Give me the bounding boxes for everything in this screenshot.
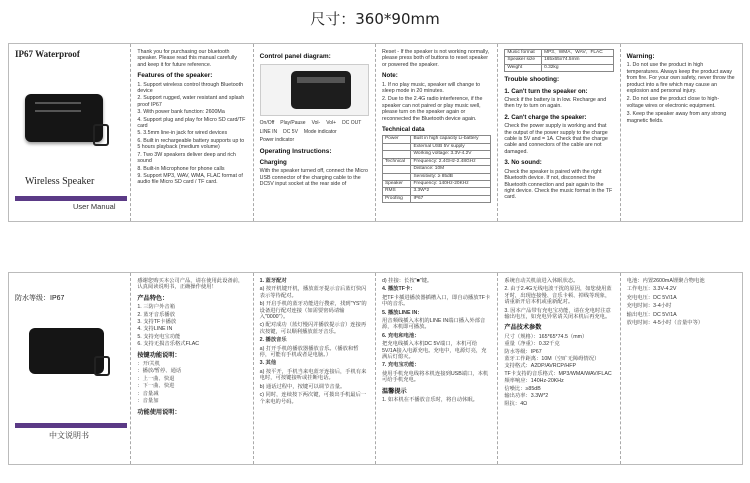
- speaker-strap: [93, 124, 109, 146]
- en-tech-title: Technical data: [381, 126, 425, 134]
- cn-usage-line: 2. 播放音乐: [259, 337, 287, 344]
- chinese-manual-sheet: [8, 272, 743, 465]
- table-cell: Music format: [505, 50, 542, 57]
- en-t1-title: 1. Can't turn the speaker on:: [504, 87, 588, 95]
- en-trouble-panel: [498, 44, 620, 221]
- list-item: ：上一曲、快退: [137, 375, 175, 382]
- cn-cover-panel: [9, 273, 131, 464]
- cn-func-title: 功能使用说明：: [137, 408, 181, 416]
- list-item: 6. Built in rechargeable battery supports up to 5 hours playback (medium volume): [137, 137, 245, 151]
- table-cell: [382, 173, 410, 180]
- en-warning-1: 1. Do not use the product in high temperatures. Always keep the product away from fire. For your own safety, never throw the product into a fire which may cause an explosion and personal injury.: [626, 62, 735, 95]
- cn-keys-title: 按键功能说明：: [137, 351, 181, 359]
- cn-usage-line: 1. 蓝牙配对: [259, 278, 287, 284]
- cn-play-line: 5. 播放LINE IN：: [381, 309, 423, 316]
- list-item: 2. 蓝牙音乐播放: [137, 311, 175, 318]
- cn-manual-label: 中文说明书: [49, 431, 89, 440]
- list-item: 重量（净重）：0.32千克: [504, 341, 560, 348]
- speaker-strap: [94, 356, 110, 376]
- en-note-2: 2. Due to the 2.4G radio interference, if the speaker can not paired or play music well, please turn on the speaker again or reconnected the Bluetooth device again.: [381, 96, 483, 122]
- en-t1-text: Check if the battery is in low. Recharge and then try to turn on again.: [504, 97, 607, 110]
- page-title: 尺寸：360*90mm: [310, 10, 440, 28]
- en-note-1: 1. If no play music, speaker will change to sleep mode in 20 minutes.: [381, 81, 481, 95]
- table-row: [382, 188, 490, 195]
- list-item: ：音量减: [137, 390, 159, 397]
- table-row: [505, 64, 613, 71]
- list-item: TF卡支持的音乐格式：MP3/WMA/WAV/FLAC: [504, 370, 612, 377]
- en-features-panel: [131, 44, 253, 221]
- table-cell: [382, 151, 410, 158]
- table-cell: Speaker size: [505, 57, 542, 64]
- cn-battery-panel: [621, 273, 742, 464]
- en-reset-text: Reset - If the speaker is not working normally, please press both of buttons to reset speaker or powered the speaker.: [381, 49, 490, 68]
- table-cell: Technical: [382, 158, 410, 165]
- table-cell: Power: [382, 136, 410, 143]
- list-item: 5. 3.5mm line-in jack for wired devices: [137, 130, 228, 137]
- cn-play-line: 使用手机充电线将本机连接到USB端口，本机可给手机充电。: [381, 370, 489, 384]
- cn-play-line: 7. 充电宝功能：: [381, 362, 420, 369]
- table-row: [382, 180, 490, 187]
- list-item: 阻抗：4Ω: [504, 400, 528, 407]
- list-item: 4. Support plug and play for Micro SD card/TF card: [137, 116, 246, 130]
- cn-play-line: 6. 充电和电池：: [381, 332, 420, 339]
- cover-accent-bar: [15, 196, 127, 201]
- cn-play-line: 把TF卡插进播放器插槽入口，即自动播放TF卡中的音乐。: [381, 294, 491, 308]
- list-item: 频率响应：140Hz-20KHz: [504, 378, 564, 385]
- en-diagram-title: Control panel diagram:: [259, 53, 331, 60]
- cn-usage-line: a) 按开机键开机，播放蓝牙提示音后蓝灯快闪表示等待配对。: [259, 286, 367, 299]
- en-warning-2: 2. Do not use the product close to high-voltage wires or electronic equipment.: [626, 96, 720, 109]
- table-row: [382, 136, 490, 143]
- label-vol-up: Vol+: [326, 120, 337, 127]
- table-cell: Built in high capacity Li-battery: [411, 136, 491, 143]
- list-item: 1. Support wireless control through Bluetooth device: [137, 81, 244, 95]
- en-charging-text: With the speaker turned off, connect the Micro USB connector of the charging cable to the DC5V input socket at the rear side of: [259, 168, 368, 188]
- en-cover-panel: [9, 44, 131, 221]
- table-row: [382, 173, 490, 180]
- list-item: ：音量加: [137, 398, 159, 405]
- table-cell: Speaker: [382, 180, 410, 187]
- table-cell: Sensitivity: ≥ 85dB: [411, 173, 491, 180]
- list-item: 2. Support rugged, water resistant and splash proof IP67: [137, 95, 245, 108]
- cn-features-title: 产品特色：: [137, 294, 169, 302]
- cn-battery-line: 电池：内置2600mA锂聚合物电池: [626, 278, 705, 284]
- en-charging-title: Charging: [259, 159, 287, 167]
- en-note-title: Note:: [381, 72, 398, 80]
- speaker-buttons: [35, 102, 81, 112]
- list-item: 尺寸（规格）：165*65*74.5（mm）: [504, 333, 588, 340]
- cn-play-line: 4. 播放TF卡：: [381, 286, 416, 293]
- label-mode-indicator: Mode indicator: [303, 128, 337, 135]
- cn-temp-title: 温馨提示: [381, 387, 407, 395]
- table-cell: Weight: [505, 64, 542, 71]
- cn-usage-line: 3. 其他: [259, 360, 277, 367]
- en-intro: Thank you for purchasing our bluetooth speaker. Please read this manual carefully and keep it for future reference.: [137, 49, 237, 68]
- list-item: ：下一曲、快进: [137, 383, 175, 390]
- cn-cover-heading: 防水等级：IP67: [15, 295, 65, 302]
- speaker-product-image: [29, 328, 104, 374]
- en-t2-title: 2. Can't charge the speaker:: [504, 113, 587, 121]
- list-item: 3. With power bank function: 2600Ma: [137, 109, 225, 116]
- list-item: 5. 支持充电宝功能: [137, 333, 181, 340]
- table-cell: RMS: [382, 188, 410, 195]
- cn-battery-line: 充电时间：3-4小时: [626, 303, 672, 310]
- en-warning-panel: [621, 44, 742, 221]
- en-control-panel: [254, 44, 376, 221]
- table-cell: 0.32kg: [542, 64, 614, 71]
- cn-intro: 感谢您购买本公司产品，请在使用此设备前，认真阅读说明书，正确操作使用！: [137, 278, 244, 291]
- label-play-pause: Play/Pause: [280, 120, 306, 127]
- cn-battery-line: 充电电压：DC 5V/1A: [626, 294, 677, 301]
- table-row: [382, 195, 490, 202]
- en-cover-heading: IP67 Waterproof: [15, 49, 80, 59]
- en-manual-label: User Manual: [73, 202, 116, 211]
- en-features-list: [137, 82, 246, 186]
- cn-battery-line: 放电时间：4-5小时（音量中等）: [626, 320, 704, 327]
- list-item: 3. 支持TF卡播放: [137, 319, 177, 326]
- cn-spec-title: 产品技术参数: [504, 324, 542, 332]
- label-power-indicator: Power indicator: [259, 137, 295, 144]
- label-dc-5v: DC 5V: [283, 128, 298, 135]
- label-line-in: LINE IN: [259, 128, 278, 135]
- cn-battery-line: 输出电压：DC 5V/1A: [626, 311, 677, 318]
- table-cell: [382, 143, 410, 150]
- cn-spec-panel: [498, 273, 620, 464]
- en-warning-title: Warning:: [626, 53, 655, 60]
- table-cell: MP3、WMA、WAV、FLAC: [542, 50, 614, 57]
- list-item: ：播放/暂停、通话: [137, 368, 182, 375]
- list-item: 支持格式：A2DP/AVRCP/HFP: [504, 363, 577, 370]
- list-item: 6. 支持无损音乐格式FLAC: [137, 341, 200, 348]
- list-item: 1. 三防户外音箱: [137, 304, 175, 311]
- list-item: 防水等级：IP67: [504, 348, 542, 355]
- cn-keys-list: [137, 361, 246, 404]
- table-cell: Distance: 10M: [411, 166, 491, 173]
- table-row: [382, 151, 490, 158]
- label-on-off: On/Off: [259, 120, 275, 127]
- cn-usage-panel: [254, 273, 376, 464]
- table-row: [505, 57, 613, 64]
- english-manual-sheet: [8, 43, 743, 222]
- cn-usage-line: a) 按平开，手机当来电蓝牙连接后，手机有来电时，可按键接听或挂断电话。: [259, 368, 367, 382]
- table-cell: 165x65x74.5mm: [542, 57, 614, 64]
- cn-usage-line: b) 通话过程中，按键可以调节音量。: [259, 383, 346, 390]
- table-cell: Frequency: 2.4GHz-2.48GHz: [411, 158, 491, 165]
- en-tech-table: [382, 135, 491, 203]
- table-cell: External USB 5V supply: [411, 143, 491, 150]
- en-features-title: Features of the speaker:: [137, 72, 213, 80]
- label-dc-out: DC OUT: [342, 120, 362, 127]
- table-cell: IP67: [411, 195, 491, 202]
- speaker-product-image: [25, 94, 103, 142]
- en-tech-panel: [376, 44, 498, 221]
- cn-usage-line: c) 同时，连续按下两次键，可拨出手机最后一个来电的号码。: [259, 392, 367, 405]
- cn-play-line: 用音频线插入本机的LINE IN端口播入外部音源，本机即可播放。: [381, 318, 486, 331]
- list-item: 4. 支持LINE IN: [137, 326, 173, 333]
- cn-features-panel: [131, 273, 253, 464]
- cn-spec-line: 2. 由于2.4G无线电波干扰的原因，如您使用蓝牙时，出现连接慢、音乐卡顿、掉线等现象，请重新开启本机或重新配对。: [504, 286, 612, 306]
- en-warning-3: 3. Keep the speaker away from any strong magnetic fields.: [626, 111, 727, 124]
- en-spec-table: [504, 49, 613, 72]
- en-t3-title: 3. No sound:: [504, 159, 542, 167]
- label-vol-down: Vol-: [311, 120, 321, 127]
- speaker-diagram-buttons: [297, 77, 345, 83]
- list-item: 9. Support MP3, WAV, WMA, FLAC format of audio file Micro SD card / TF card.: [137, 172, 243, 186]
- table-cell: [382, 166, 410, 173]
- control-labels: [260, 120, 369, 143]
- cn-play-line: d) 挂接：长按"■"键。: [381, 278, 433, 284]
- en-op-title: Operating Instructions:: [259, 147, 332, 155]
- en-t3-text: Check the speaker is paired with the right Bluetooth device. If not, disconnect the Bluetooth connection and pair again to the right device. Check the music format in the TF card.: [504, 168, 613, 201]
- en-t2-text: Check the power supply is working and that the output of the power supply to the charge cable is 5V and = 1A. Check that the charge cable and connectors of the cable are not damaged.: [504, 123, 608, 155]
- cn-battery-line: 工作电压：3.3V-4.2V: [626, 286, 677, 293]
- table-row: [382, 166, 490, 173]
- cn-spec-line: 3. 因本产品带有充电宝功能，请在充电时注意输出电压，如充电异常请关闭本机后再充电。: [504, 307, 611, 321]
- table-cell: Working voltage: 3.3V-4.2V: [411, 151, 491, 158]
- en-product-name: Wireless Speaker: [25, 176, 95, 187]
- cn-spec-line: 系统自动关机前进入休眠状态。: [504, 278, 579, 284]
- cn-usage-line: c) 配对成功（蓝灯慢闪并播放提示音）连接再次按键，可以顺利播放蓝牙音乐。: [259, 322, 367, 335]
- en-trouble-title: Trouble shooting:: [504, 76, 560, 84]
- cn-play-line: 把充电线插入本机DC 5V端口，本机可给5V/1A接入电源充电。充电中，电源灯亮，充满后灯熄灭。: [381, 341, 487, 361]
- list-item: 7. Two 3W speakers deliver deep and rich sound: [137, 151, 236, 165]
- list-item: 8. Built-in Microphone for phone calls: [137, 165, 225, 172]
- cn-usage-line: b) 开启手机的蓝牙功能进行搜索，找到"YS"的设备进行配对连接（如需要密码请输入"0000"）。: [259, 301, 367, 321]
- cn-usage-line: a) 打开手机的播放器播放音乐。（播放和暂停，可能有手机或者是电脑。）: [259, 345, 359, 359]
- table-cell: Proofing: [382, 195, 410, 202]
- cn-features-list: [137, 304, 246, 347]
- table-cell: Frequency: 140Hz-20KHz: [411, 180, 491, 187]
- table-cell: 3.3W*2: [411, 188, 491, 195]
- cn-spec-list: [504, 334, 613, 407]
- cn-play-panel: [376, 273, 498, 464]
- list-item: ：开/关机: [137, 361, 160, 368]
- table-row: [505, 50, 613, 57]
- list-item: 蓝牙工作距离：10M（空旷无障碍情况）: [504, 356, 600, 363]
- list-item: 输出功率：3.3W*2: [504, 393, 549, 400]
- cover-accent-bar: [15, 423, 127, 428]
- table-row: [382, 143, 490, 150]
- cn-temp-text: 1. 如本机在不播放音乐时，将自动休眠。: [381, 397, 478, 404]
- list-item: 信噪比：≥85dB: [504, 385, 541, 392]
- control-panel-diagram: [260, 64, 369, 116]
- table-row: [382, 158, 490, 165]
